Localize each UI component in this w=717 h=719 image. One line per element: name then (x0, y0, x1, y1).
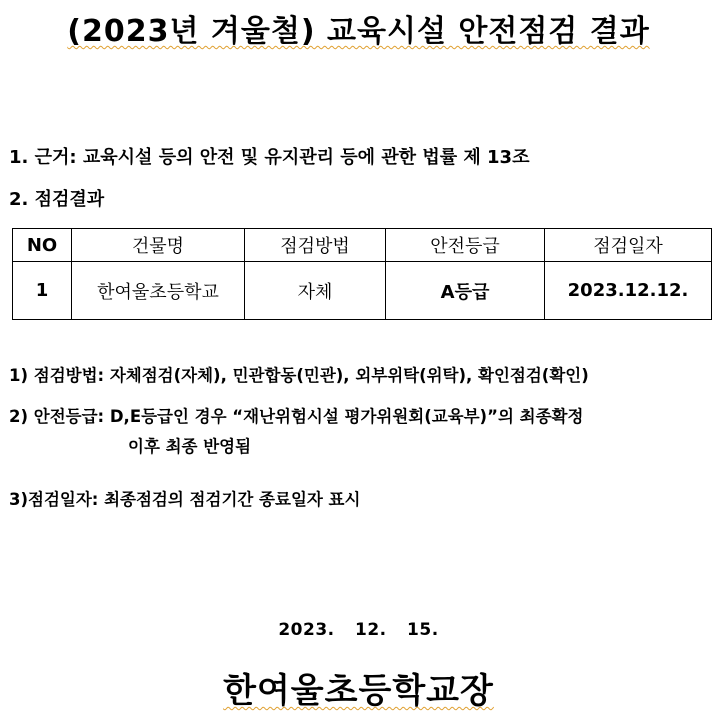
cell-grade: A등급 (386, 262, 545, 320)
inspection-result-table (12, 228, 712, 320)
column-header-grade: 안전등급 (386, 229, 545, 262)
note-inspection-date: 3)점검일자: 최종점검의 점검기간 종료일자 표시 (9, 490, 361, 509)
cell-no: 1 (13, 262, 72, 320)
document-title: (2023년 겨울철) 교육시설 안전점검 결과 (67, 14, 650, 49)
column-header-no: NO (13, 229, 72, 262)
note-safety-grade-continued: 이후 최종 반영됨 (128, 437, 252, 456)
column-header-method: 점검방법 (245, 229, 386, 262)
cell-method: 자체 (245, 262, 386, 320)
table-row (13, 262, 712, 320)
principal-signature: 한여울초등학교장 (223, 671, 494, 711)
cell-date: 2023.12.12. (545, 262, 712, 320)
issue-date: 2023. 12. 15. (278, 620, 439, 640)
cell-building: 한여울초등학교 (72, 262, 245, 320)
result-heading: 2. 점검결과 (9, 189, 105, 210)
note-safety-grade: 2) 안전등급: D,E등급인 경우 “재난위험시설 평가위원회(교육부)”의 최종확정 (9, 407, 584, 426)
note-inspection-method: 1) 점검방법: 자체점검(자체), 민관합동(민관), 외부위탁(위탁), 확인점검(확인) (9, 366, 589, 385)
column-header-building: 건물명 (72, 229, 245, 262)
column-header-date: 점검일자 (545, 229, 712, 262)
table-header-row (13, 229, 712, 262)
basis-line: 1. 근거: 교육시설 등의 안전 및 유지관리 등에 관한 법률 제 13조 (9, 147, 530, 168)
